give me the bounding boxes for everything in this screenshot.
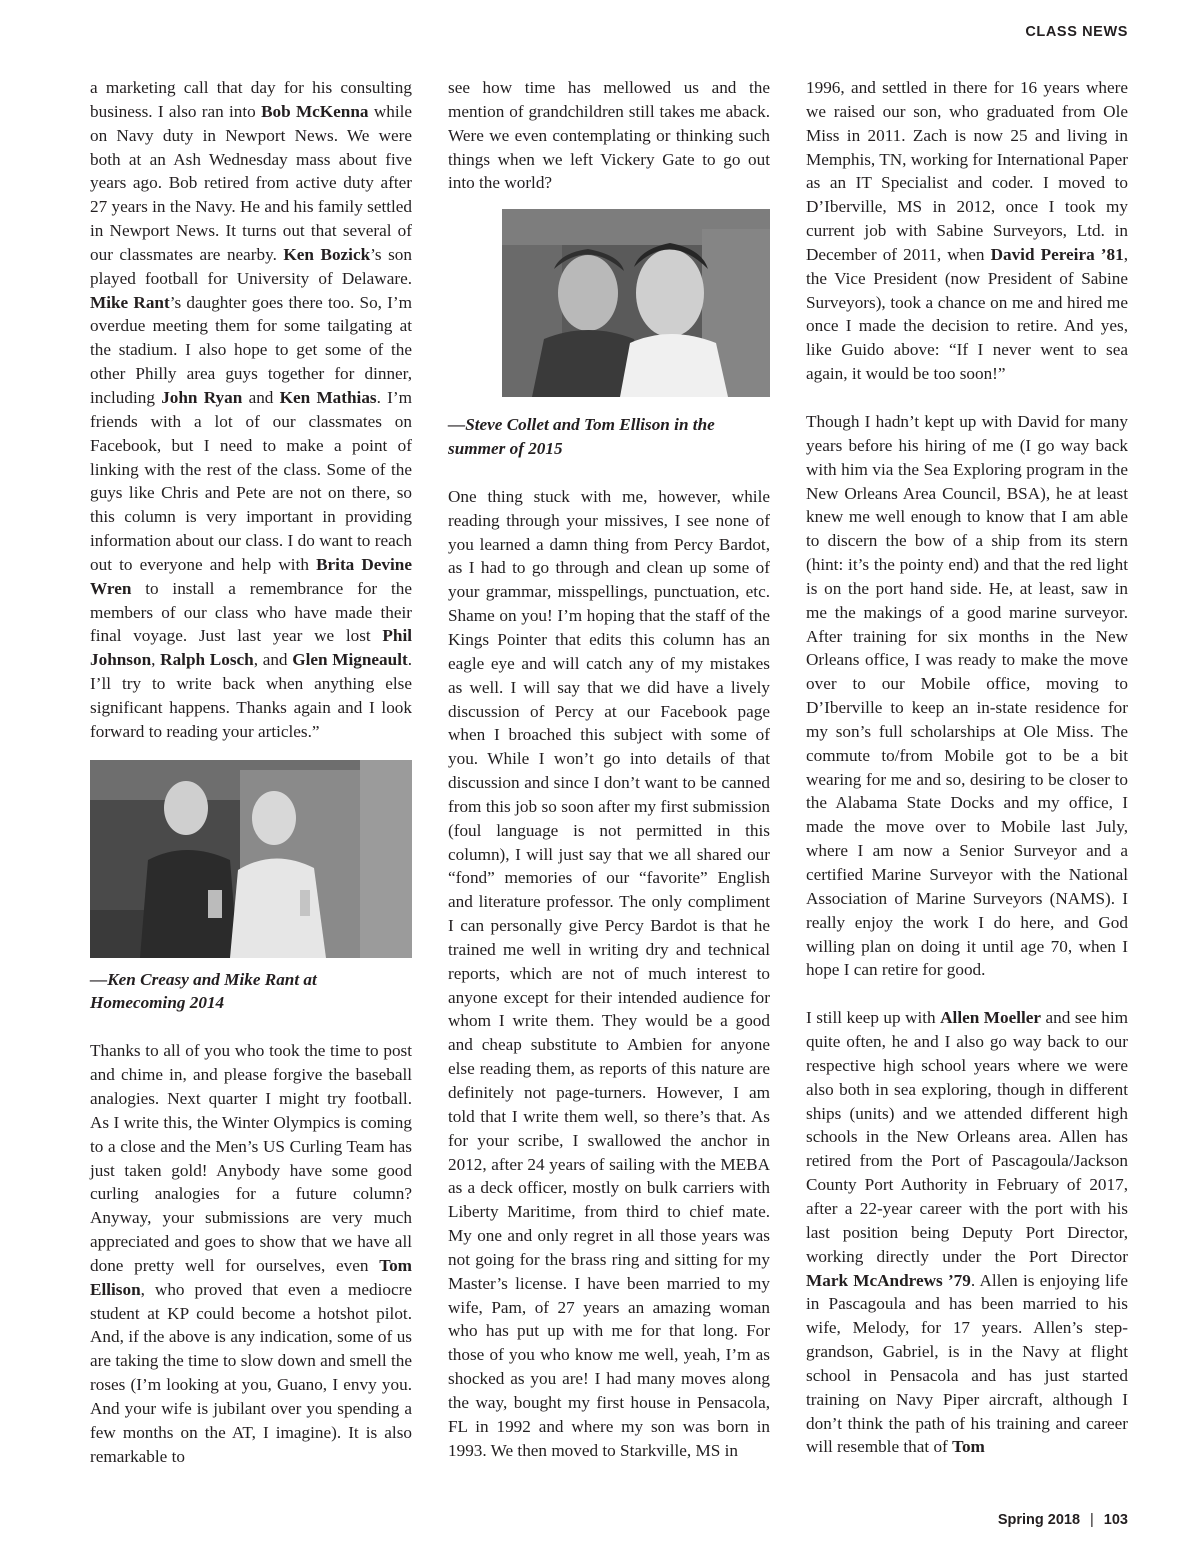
article-column-2 bbox=[448, 76, 770, 1463]
bold-name: Mark McAndrews ’79 bbox=[806, 1270, 971, 1290]
summer-2015-photo-image bbox=[502, 209, 770, 397]
bold-name: Phil Johnson bbox=[90, 626, 412, 670]
bold-name: Bob McKenna bbox=[261, 101, 369, 121]
article-column-1 bbox=[90, 76, 412, 1469]
page-number: 103 bbox=[1103, 1512, 1128, 1528]
bold-name: Mike Rant bbox=[90, 292, 170, 312]
column1-paragraph-1: a marketing call that day for his consulting business. I also ran into Bob McKenna while on Navy duty in Newport News. We were both at an Ash Wednesday mass about five years ago. Bob retired from active duty after 27 years in the Navy. He and his family settled in Newport News. It turns out that several of our classmates are nearby. Ken Bozick’s son played football for University of Delaware. Mike Rant’s daughter goes there too. So, I’m overdue meeting them for some tailgating at the stadium. I also hope to get some of the other Philly area guys together for dinner, including John Ryan and Ken Mathias. I’m friends with a lot of our classmates on Facebook, but I need to make a point of linking with the rest of the class. Some of the guys like Chris and Pete are not on there, so this column is very important in providing information about our class. I do want to reach out to everyone and help with Brita Devine Wren to install a remembrance for the members of our class who have made their final voyage. Just last year we lost Phil Johnson, Ralph Losch, and Glen Migneault. I’ll try to write back when anything else significant happens. Thanks again and I look forward to reading your articles.” bbox=[90, 78, 412, 741]
column2-paragraph-2: One thing stuck with me, however, while reading through your missives, I see none of you learned a damn thing from Percy Bardot, as I had to go through and clean up some of your grammar, misspellings, punctuation, etc. Shame on you! I’m hoping that the staff of the Kings Pointer that edits this column has an eagle eye and will catch any of my mistakes as well. I will say that we did have a lively discussion of Percy at our Facebook page when I broached this subject with some of you. While I won’t go into details of that discussion and since I don’t want to be canned from this job so soon after my first submission (foul language is not permitted in this column), I will just say that we all shared our “fond” memories of our “favorite” English and literature professor. The only compliment I can personally give Percy Bardot is that he trained me well in writing dry and technical reports, which are not of much interest to anyone except for their intended audience for whom I write them. They would be a good and cheap substitute to Ambien for anyone else reading them, as reports of this nature are definitely not page-turners. However, I am told that I write them well, so there’s that. As for your scribe, I swallowed the anchor in 2012, after 24 years of sailing with the MEBA as a deck officer, mostly on bulk carriers with Liberty Maritime, from third to chief mate. My one and only regret in all those years was not going for the brass ring and sitting for my Master’s license. I have been married to my wife, Pam, of 27 years an amazing woman who has put up with me for that long. For those of you who know me well, yeah, I’m as shocked as you are! I had many moves along the way, bought my first house in Pensacola, FL in 1992 and where my son was born in 1993. We then moved to Starkville, MS in bbox=[448, 486, 770, 1460]
article-column-3 bbox=[806, 76, 1128, 1459]
footer-separator: | bbox=[1090, 1512, 1094, 1528]
page-footer bbox=[998, 1512, 1128, 1528]
section-header: CLASS NEWS bbox=[1025, 24, 1128, 40]
column1-paragraph-2: Thanks to all of you who took the time to post and chime in, and please forgive the baseball analogies. Next quarter I might try football. As I write this, the Winter Olympics is coming to a close and the Men’s US Curling Team has just taken gold! Anybody have some good curling analogies for a future column? Anyway, your submissions are very much appreciated and goes to show that we have all done pretty well for ourselves, even Tom Ellison, who proved that even a mediocre student at KP could become a hotshot pilot. And, if the above is any indication, some of us are taking the time to slow down and smell the roses (I’m looking at you, Guano, I envy you. And your wife is jubilant over you spending a few months on the AT, I imagine). It is also remarkable to bbox=[90, 1041, 412, 1466]
column2-paragraph-1: see how time has mellowed us and the mention of grandchildren still takes me aback. Were we even contemplating or thinking such things when we left Vickery Gate to go out into the world? bbox=[448, 78, 770, 193]
bold-name: David Pereira ’81 bbox=[990, 244, 1124, 264]
column3-paragraph-3: I still keep up with Allen Moeller and see him quite often, he and I also go way back to our respective high school years where we were also both in sea exploring, though in different ships (units) and we attended different high schools in the New Orleans area. Allen has retired from the Port of Pascagoula/Jackson County Port Authority in February of 2017, after a 22-year career with the port with his last position being Deputy Port Director, working directly under the Port Director Mark McAndrews ’79. Allen is enjoying life in Pascagoula and has been married to his wife, Melody, for 17 years. Allen’s step-grandson, Gabriel, is in the Navy at flight school in Pensacola and has just started training on Navy Piper aircraft, although I don’t think the path of his training and career will resemble that of Tom bbox=[806, 1008, 1128, 1457]
bold-name: Ralph Losch bbox=[160, 650, 254, 670]
homecoming-photo bbox=[90, 760, 412, 958]
homecoming-photo-caption: —Ken Creasy and Mike Rant at Homecoming 2014 bbox=[90, 969, 317, 1013]
summer-2015-photo-caption: —Steve Collet and Tom Ellison in the summer of 2015 bbox=[448, 415, 715, 459]
bold-name: Ken Mathias bbox=[279, 387, 377, 407]
bold-name: Glen Migneault bbox=[292, 650, 408, 670]
summer-2015-photo bbox=[502, 209, 770, 397]
bold-name: Tom bbox=[952, 1437, 985, 1457]
homecoming-photo-image bbox=[90, 760, 412, 958]
bold-name: Brita Devine Wren bbox=[90, 554, 412, 598]
bold-name: Tom Ellison bbox=[90, 1255, 412, 1299]
column3-paragraph-1: 1996, and settled in there for 16 years where we raised our son, who graduated from Ole Miss in 2011. Zach is now 25 and living in Memphis, TN, working for International Paper as an IT Specialist and coder. I moved to D’Iberville, MS in 2012, once I took my current job with Sabine Surveyors, Ltd. in December of 2011, when David Pereira ’81, the Vice President (now President of Sabine Surveyors), took a chance on me and hired me once I made the decision to retire. And yes, like Guido above: “If I never went to sea again, it would be too soon!” bbox=[806, 78, 1128, 384]
bold-name: Ken Bozick bbox=[283, 244, 371, 264]
issue-label: Spring 2018 bbox=[997, 1512, 1081, 1528]
bold-name: John Ryan bbox=[161, 387, 243, 407]
bold-name: Allen Moeller bbox=[940, 1008, 1042, 1028]
column3-paragraph-2: Though I hadn’t kept up with David for many years before his hiring of me (I go way back with him via the Sea Exploring program in the New Orleans Area Council, BSA), he at least knew me well enough to know that I am able to discern the bow of a ship from its stern (hint: it’s the pointy end) and that the red light is on the port hand side. He, at least, saw in me the makings of a good marine surveyor. After training for six months in the New Orleans office, I was ready to make the move over to our Mobile office, moving to D’Iberville to keep an in-state residence for my son’s full scholarships at Ole Miss. The commute to/from Mobile got to be a bit wearing for me and so, desiring to be closer to the Alabama State Docks and my office, I made the move over to Mobile last July, where I am now a Senior Surveyor and a certified Marine Surveyor with the National Association of Marine Surveyors (NAMS). I really enjoy the work I do here, and God willing plan on doing it until age 70, when I hope I can retire for good. bbox=[806, 411, 1128, 980]
